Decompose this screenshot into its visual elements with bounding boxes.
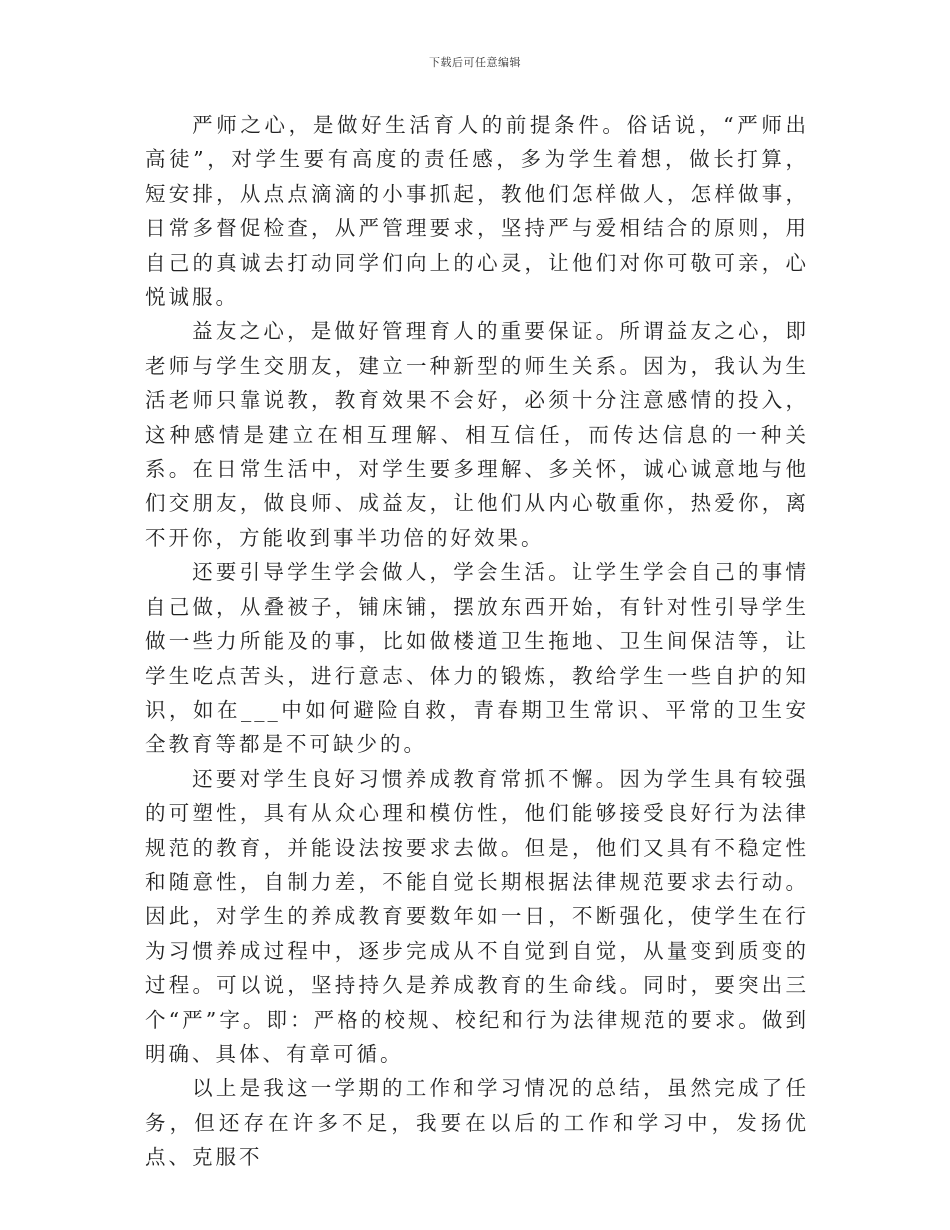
- paragraph-strict-teacher: 严师之心，是做好生活育人的前提条件。俗话说，“严师出高徒”，对学生要有高度的责任感，多为学生着想，做长打算，短安排，从点点滴滴的小事抓起，教他们怎样做人，怎样做事，日常多督促检查，从严管理要求，坚持严与爱相结合的原则，用自己的真诚去打动同学们向上的心灵，让他们对你可敬可亲，心悦诚服。: [145, 113, 809, 310]
- paragraph-guide-students: 还要引导学生学会做人，学会生活。让学生学会自己的事情自己做，从叠被子，铺床铺，摆放东西开始，有针对性引导学生做一些力所能及的事，比如做楼道卫生拖地、卫生间保洁等，让学生吃点苦头，进行意志、体力的锻炼，教给学生一些自护的知识，如在___中如何避险自救，青春期卫生常识、平常的卫生安全教育等都是不可缺少的。: [145, 560, 809, 757]
- paragraph-helpful-friend: 益友之心，是做好管理育人的重要保证。所谓益友之心，即老师与学生交朋友，建立一种新型的师生关系。因为，我认为生活老师只靠说教，教育效果不会好，必须十分注意感情的投入，这种感情是建立在相互理解、相互信任，而传达信息的一种关系。在日常生活中，对学生要多理解、多关怀，诚心诚意地与他们交朋友，做良师、成益友，让他们从内心敬重你，热爱你，离不开你，方能收到事半功倍的好效果。: [145, 319, 809, 550]
- page-header-note: 下载后可任意编辑: [429, 56, 521, 69]
- paragraph-good-habits: 还要对学生良好习惯养成教育常抓不懈。因为学生具有较强的可塑性，具有从众心理和模仿性，他们能够接受良好行为法律规范的教育，并能设法按要求去做。但是，他们又具有不稳定性和随意性，自制力差，不能自觉长期根据法律规范要求去行动。因此，对学生的养成教育要数年如一日，不断强化，使学生在行为习惯养成过程中，逐步完成从不自觉到自觉，从量变到质变的过程。可以说，坚持持久是养成教育的生命线。同时，要突出三个“严”字。即：严格的校规、校纪和行为法律规范的要求。做到明确、具体、有章可循。: [145, 766, 809, 1066]
- document-body: [145, 108, 809, 1175]
- paragraph-summary: 以上是我这一学期的工作和学习情况的总结，虽然完成了任务，但还存在许多不足，我要在以后的工作和学习中，发扬优点、克服不: [145, 1076, 809, 1170]
